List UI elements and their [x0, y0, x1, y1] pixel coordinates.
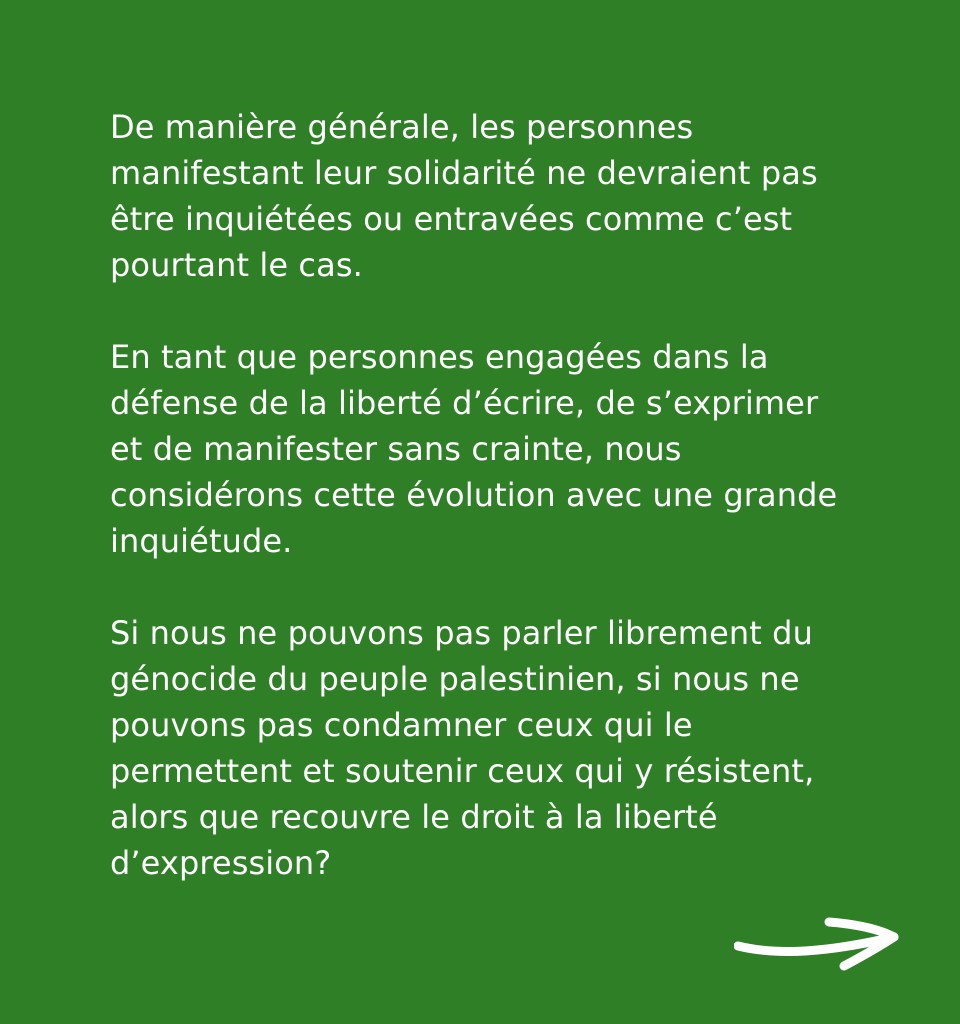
text-line: défense de la liberté d’écrire, de s’exprimer: [110, 384, 819, 422]
text-line: pouvons pas condamner ceux qui le: [110, 706, 693, 744]
paragraph-3: [110, 610, 890, 886]
text-line: manifestant leur solidarité ne devraient pas: [110, 154, 818, 192]
text-line: être inquiétées ou entravées comme c’est: [110, 200, 793, 238]
text-block: [110, 104, 890, 932]
text-line: inquiétude.: [110, 522, 293, 560]
arrow-right-icon[interactable]: [734, 914, 904, 974]
text-line: En tant que personnes engagées dans la: [110, 338, 769, 376]
text-line: considérons cette évolution avec une grande: [110, 476, 838, 514]
text-line: permettent et soutenir ceux qui y résistent,: [110, 752, 815, 790]
text-line: alors que recouvre le droit à la liberté: [110, 798, 718, 836]
paragraph-2: [110, 334, 890, 564]
text-line: Si nous ne pouvons pas parler librement du: [110, 614, 813, 652]
text-line: d’expression?: [110, 844, 332, 882]
paragraph-1: [110, 104, 890, 288]
text-line: génocide du peuple palestinien, si nous ne: [110, 660, 800, 698]
text-line: De manière générale, les personnes: [110, 108, 694, 146]
text-line: et de manifester sans crainte, nous: [110, 430, 682, 468]
text-line: pourtant le cas.: [110, 246, 363, 284]
